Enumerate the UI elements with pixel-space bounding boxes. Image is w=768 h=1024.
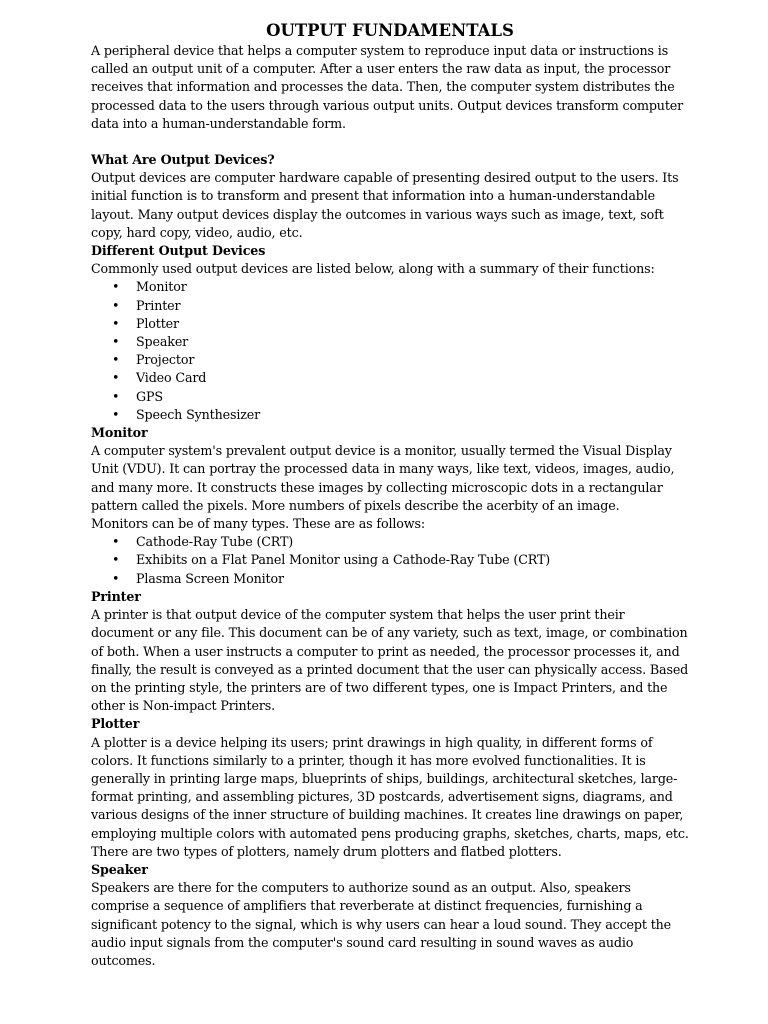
intro-paragraph: A peripheral device that helps a computer system to reproduce input data or instructions is called an output unit of a computer. After a user enters the raw data as input, the processor receives that information and processes the data. Then, the computer system distributes the processed data to the users through various output units. Output devices transform computer data into a human-understandable form. [91,43,684,131]
printer-heading: Printer [91,588,141,604]
page-title: OUTPUT FUNDAMENTALS [266,21,514,40]
what-paragraph: Output devices are computer hardware capable of presenting desired output to the users. Its initial function is to transform and present that information into a human-understandable layout. Many output devices display the outcomes in various ways such as image, text, soft copy, hard copy, video, audio, etc. [91,170,679,240]
list-item: • Video Card [91,369,689,387]
monitor-types-intro: Monitors can be of many types. These are as follows: [91,516,425,532]
list-item: • GPS [91,388,689,406]
plotter-paragraph: A plotter is a device helping its users; print drawings in high quality, in different forms of colors. It functions similarly to a printer, though it has more evolved functionalities. It is generally in printing large maps, blueprints of ships, buildings, architectural sketches, large-format printing, and assembling pictures, 3D postcards, advertisement signs, diagrams, and various designs of the inner structure of building machines. It creates line drawings on paper, employing multiple colors with automated pens producing graphs, sketches, charts, maps, etc. There are two types of plotters, namely drum plotters and flatbed plotters. [91,734,689,859]
list-item: • Projector [91,351,689,369]
different-intro: Commonly used output devices are listed below, along with a summary of their functions: [91,261,655,277]
list-item: • Exhibits on a Flat Panel Monitor using a Cathode-Ray Tube (CRT) [91,551,689,569]
list-item: • Speech Synthesizer [91,406,689,424]
list-item: • Cathode-Ray Tube (CRT) [91,533,689,551]
document-page [91,20,689,970]
list-item: • Printer [91,297,689,315]
printer-paragraph: A printer is that output device of the computer system that helps the user print their document or any file. This document can be of any variety, such as text, image, or combination of both. When a user instructs a computer to print as needed, the processor processes it, and finally, the result is conveyed as a printed document that the user can physically access. Based on the printing style, the printers are of two different types, one is Impact Printers, and the other is Non-impact Printers. [91,607,689,714]
list-item: • Plasma Screen Monitor [91,570,689,588]
plotter-heading: Plotter [91,716,140,732]
paragraph-gap [91,133,689,151]
list-item: • Monitor [91,278,689,296]
monitor-heading: Monitor [91,425,148,441]
what-heading: What Are Output Devices? [91,152,275,168]
different-heading: Different Output Devices [91,243,266,259]
list-item: • Speaker [91,333,689,351]
speaker-heading: Speaker [91,861,148,877]
monitor-paragraph: A computer system's prevalent output device is a monitor, usually termed the Visual Display Unit (VDU). It can portray the processed data in many ways, like text, videos, images, audio, and many more. It constructs these images by collecting microscopic dots in a rectangular pattern called the pixels. More numbers of pixels describe the acerbity of an image. [91,443,675,513]
monitor-types-list [91,533,689,588]
list-item: • Plotter [91,315,689,333]
speaker-paragraph: Speakers are there for the computers to authorize sound as an output. Also, speakers comprise a sequence of amplifiers that reverberate at distinct frequencies, furnishing a significant potency to the signal, which is why users can hear a loud sound. They accept the audio input signals from the computer's sound card resulting in sound waves as audio outcomes. [91,880,672,968]
output-devices-list [91,278,689,424]
